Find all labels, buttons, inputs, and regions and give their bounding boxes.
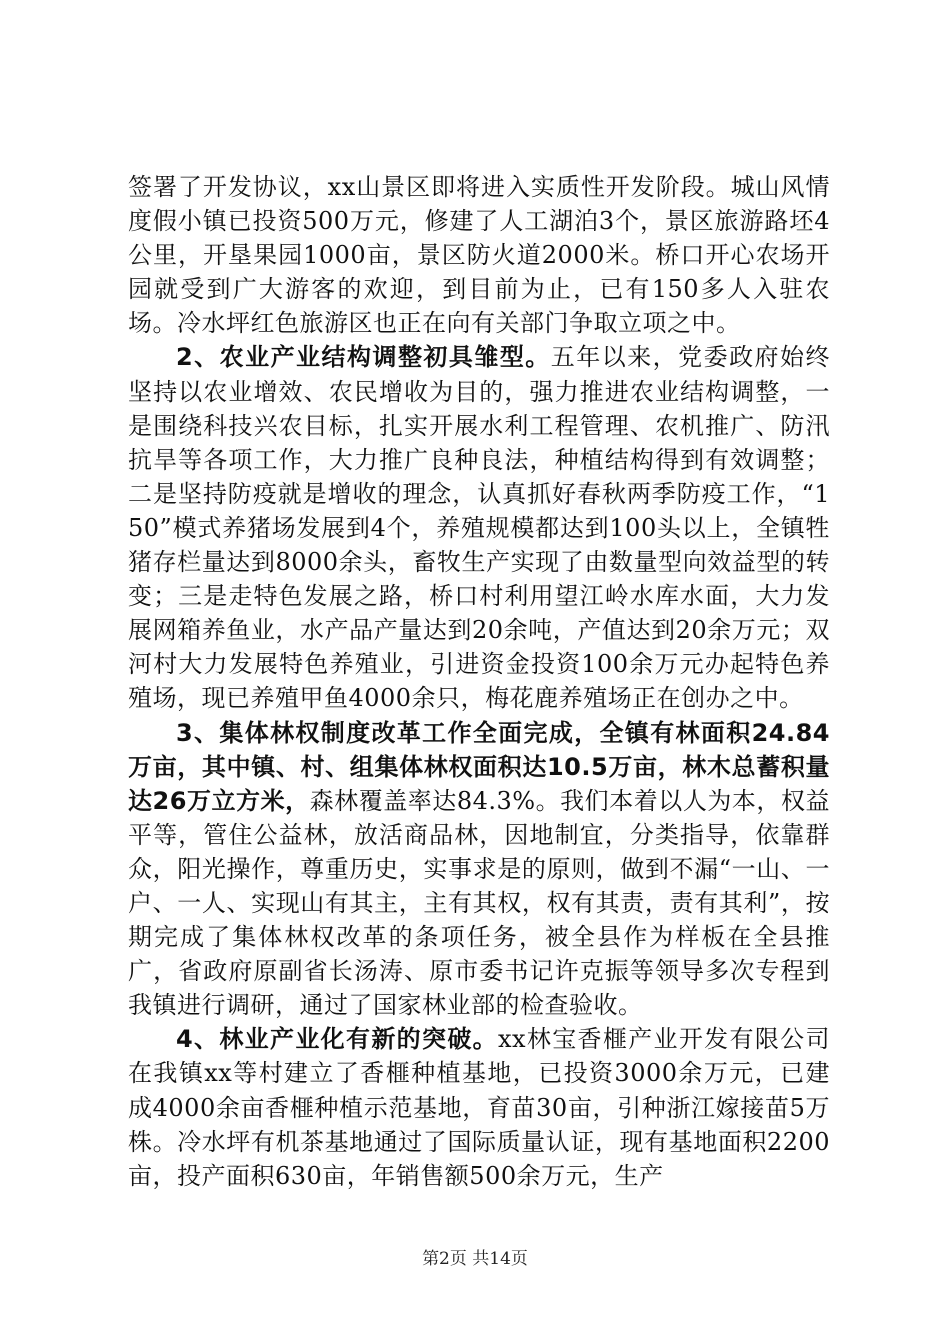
paragraph-continuation bbox=[128, 170, 830, 340]
paragraph-body: xx林宝香榧产业开发有限公司在我镇xx等村建立了香榧种植基地，已投资3000余万元，已建成4000余亩香榧种植示范基地，育苗30亩，引种浙江嫁接苗5万株。冷水坪有机茶基地通过了国际质量认证，现有基地面积2200亩，投产面积630亩，年销售额500余万元，生产 bbox=[128, 1025, 830, 1190]
paragraph-heading: 3、集体林权制度改革工作全面完成，全镇有林面积24.84万亩，其中镇、村、组集体林权面积达10.5万亩，林木总蓄积量达26万立方米， bbox=[128, 718, 830, 815]
paragraph-forestry-industry bbox=[128, 1022, 830, 1192]
page-number-footer: 第2页 共14页 bbox=[422, 1249, 528, 1269]
paragraph-body: 森林覆盖率达84.3%。我们本着以人为本，权益平等，管住公益林，放活商品林，因地制宜，分类指导，依靠群众，阳光操作，尊重历史，实事求是的原则，做到不漏“一山、一户、一人、实现山有其主，主有其权，权有其责，责有其利”，按期完成了集体林权改革的条项任务，被全县作为样板在全县推广，省政府原副省长汤涛、原市委书记许克振等领导多次专程到我镇进行调研，通过了国家林业部的检查验收。 bbox=[128, 786, 830, 1020]
document-body bbox=[128, 170, 830, 1193]
paragraph-agriculture bbox=[128, 340, 830, 715]
paragraph-heading: 4、林业产业化有新的突破。 bbox=[176, 1025, 498, 1054]
paragraph-heading: 2、农业产业结构调整初具雏型。 bbox=[176, 343, 551, 372]
paragraph-body: 签署了开发协议，xx山景区即将进入实质性开发阶段。城山风情度假小镇已投资500万元，修建了人工湖泊3个，景区旅游路坯4公里，开垦果园1000亩，景区防火道2000米。桥口开心农场开园就受到广大游客的欢迎，到目前为止，已有150多人入驻农场。冷水坪红色旅游区也正在向有关部门争取立项之中。 bbox=[128, 173, 830, 338]
paragraph-body: 五年以来，党委政府始终坚持以农业增效、农民增收为目的，强力推进农业结构调整，一是围绕科技兴农目标，扎实开展水利工程管理、农机推广、防汛抗旱等各项工作，大力推广良种良法，种植结构得到有效调整；二是坚持防疫就是增收的理念，认真抓好春秋两季防疫工作，“150”模式养猪场发展到4个，养殖规模都达到100头以上，全镇牲猪存栏量达到8000余头，畜牧生产实现了由数量型向效益型的转变；三是走特色发展之路，桥口村利用望江岭水库水面，大力发展网箱养鱼业，水产品产量达到20余吨，产值达到20余万元；双河村大力发展特色养殖业，引进资金投资100余万元办起特色养殖场，现已养殖甲鱼4000余只，梅花鹿养殖场正在创办之中。 bbox=[128, 343, 830, 713]
paragraph-forest-rights bbox=[128, 716, 830, 1023]
